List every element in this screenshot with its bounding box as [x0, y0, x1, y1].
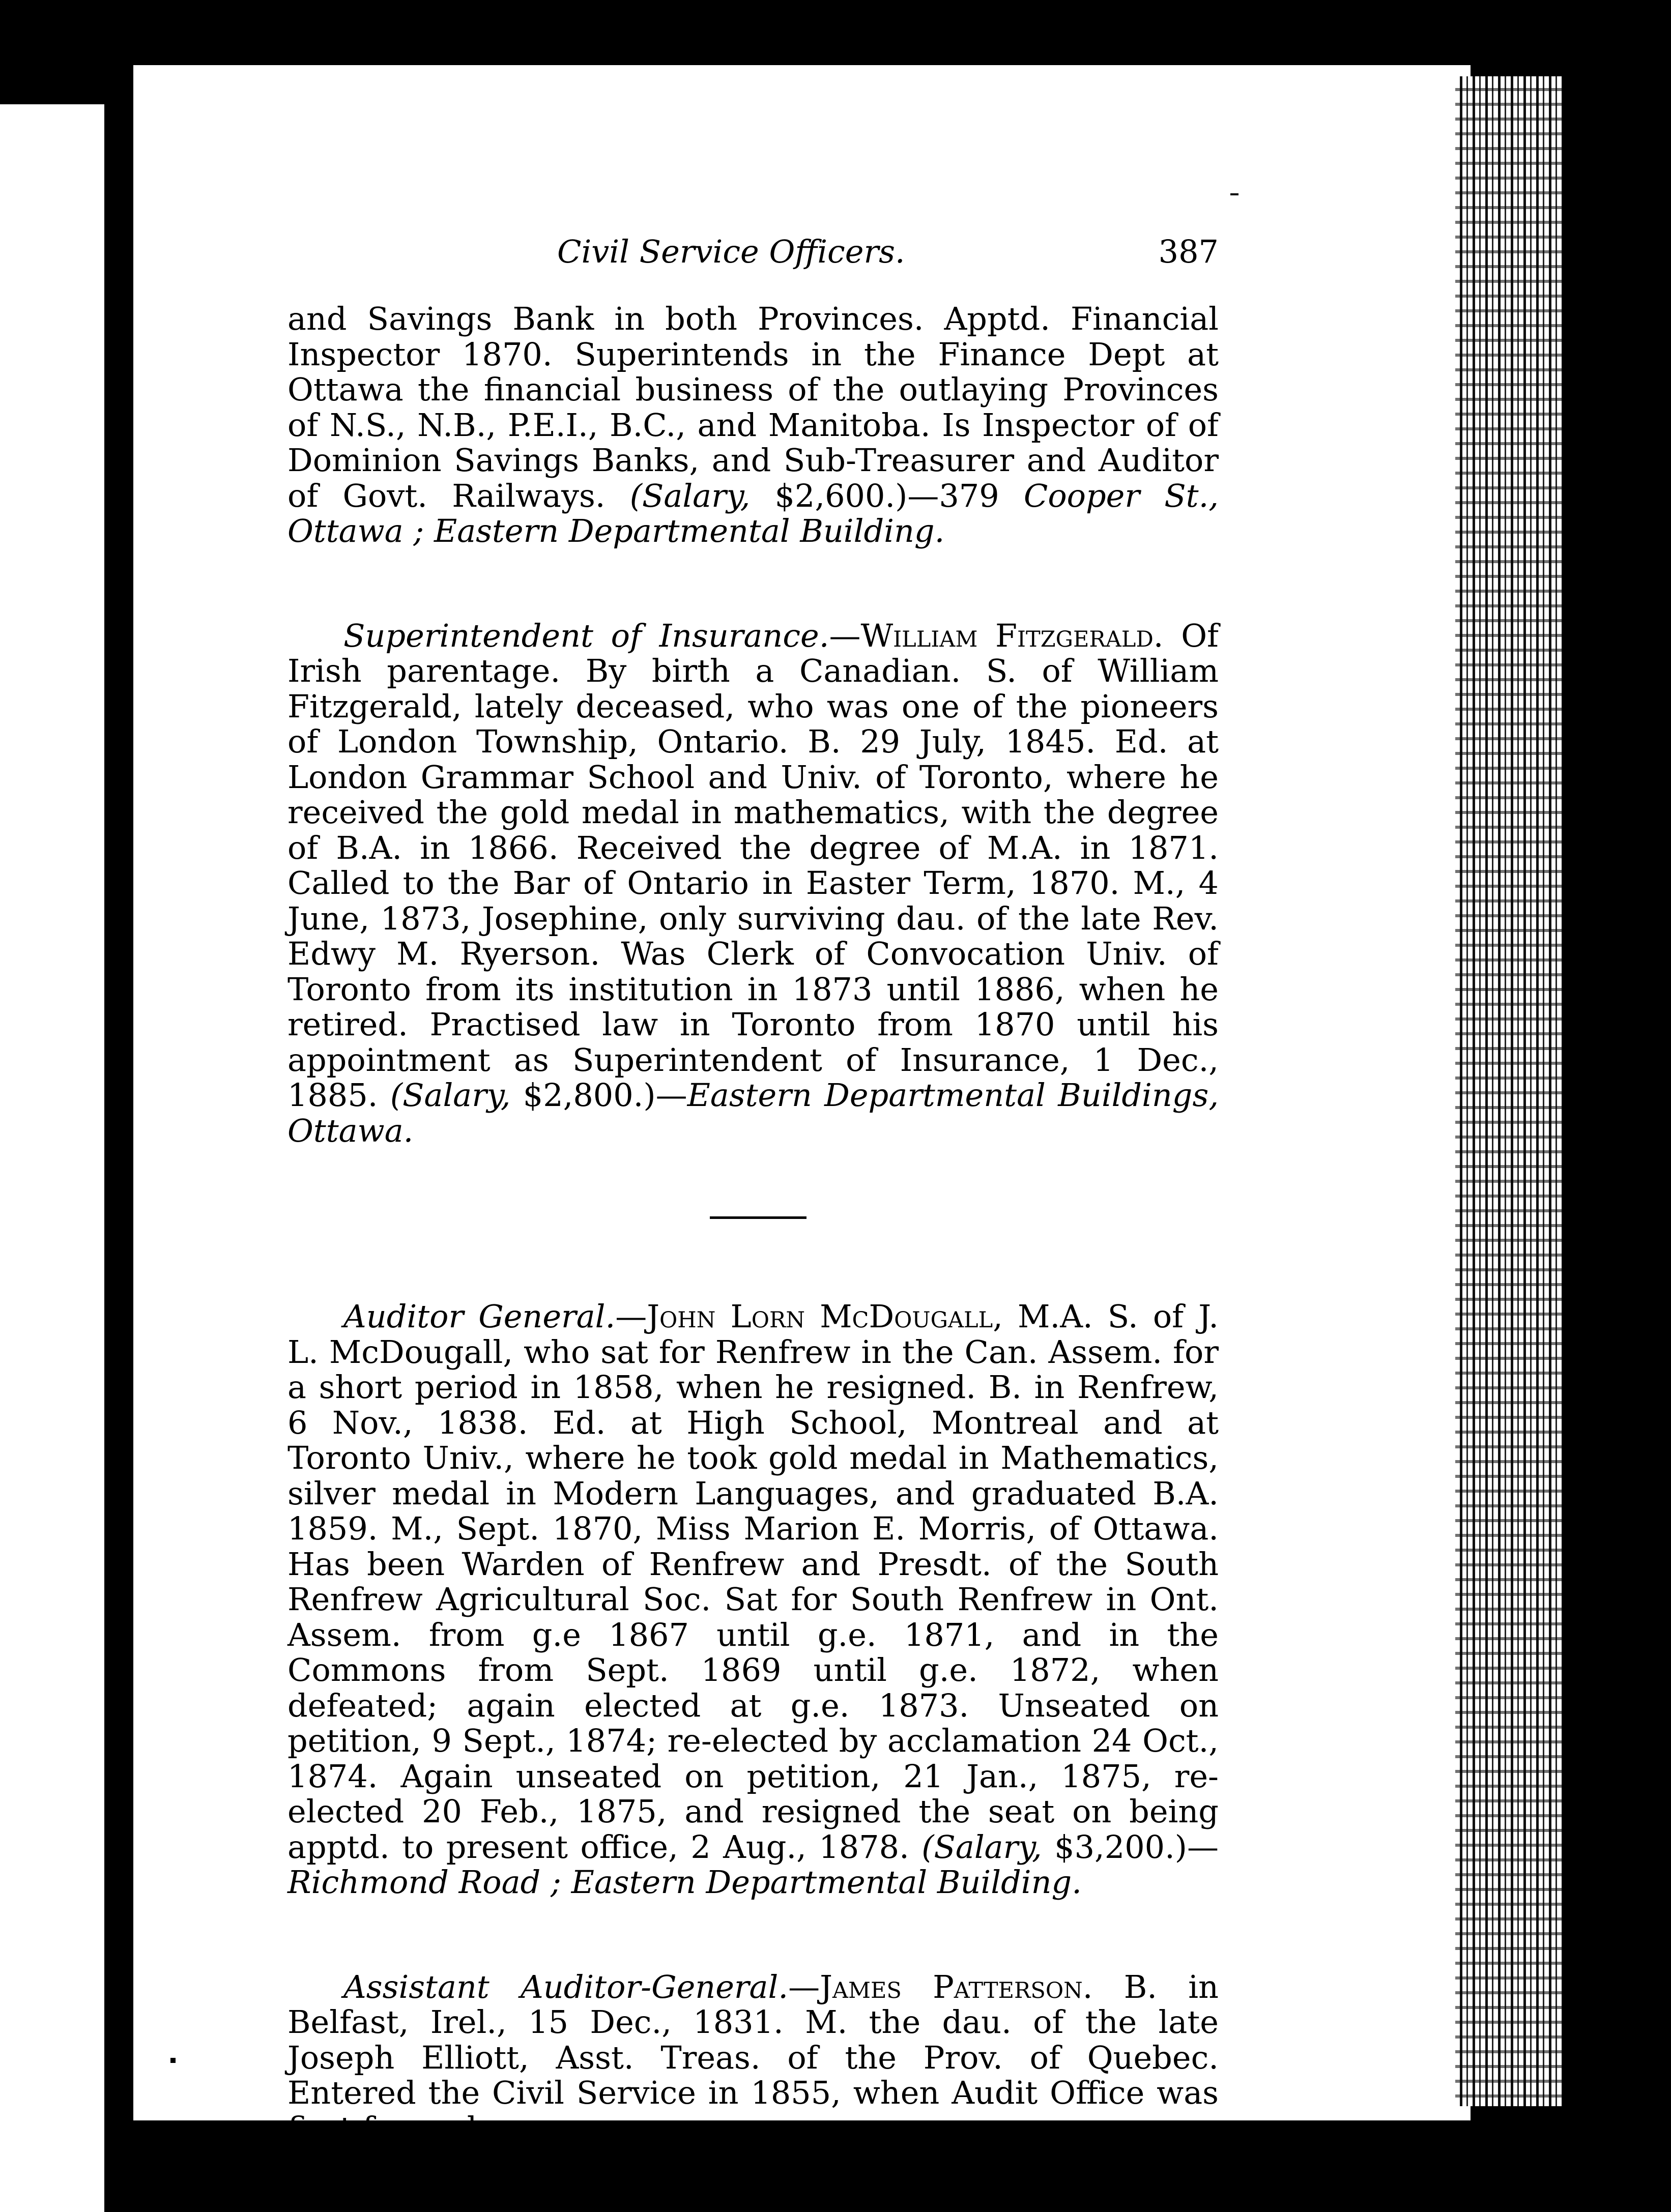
entry-superintendent-of-insurance [287, 618, 1219, 1149]
section-divider [287, 1148, 1219, 1299]
entry-salary-amount: $2,600.)—379 [750, 477, 1024, 514]
entry-auditor-general [287, 1299, 1219, 1900]
entry-text: Of Irish parentage. By birth a Canadian. S. of William Fitzgerald, lately deceased, who was one of the pioneers of London Township, Ontario. B. 29 July, 1845. Ed. at London Grammar School and Univ. of Toronto, where he received the gold medal in mathematics, with the degree of B.A. in 1866. Received the degree of M.A. in 1871. Called to the Bar of Ontario in Easter Term, 1870. M., 4 June, 1873, Josephine, only surviving dau. of the late Rev. Edwy M. Ryerson. Was Clerk of Convocation Univ. of Toronto from its institution in 1873 until 1886, when he retired. Practised law in Toronto from 1870 until his appointment as Superintendent of Insurance, 1 Dec., 1885. [287, 617, 1219, 1114]
facing-page-edge [0, 104, 104, 2212]
entry-continuation [287, 301, 1219, 549]
entry-salary-amount: $2,800.)— [510, 1076, 687, 1114]
entry-text: and Savings Bank in both Provinces. Apptd. Financial Inspector 1870. Superintends in the Finance Dept at Ottawa the financial business of the outlaying Provinces of N.S., N.B., P.E.I., B.C., and Manitoba. Is Inspector of of Dominion Savings Banks, and Sub-Treasurer and Auditor of Govt. Railways. [287, 300, 1219, 514]
page-stack-edges [1455, 76, 1562, 2106]
entry-address: Cooper St., Ottawa ; Eastern Departmental Building. [287, 477, 1219, 549]
paragraph-gap [287, 549, 1219, 618]
margin-dot [170, 2058, 176, 2063]
entry-assistant-auditor-general [287, 1969, 1219, 2146]
page-number: 387 [1158, 233, 1219, 270]
entry-name: —James Patterson. [788, 1968, 1093, 2005]
margin-mark [1230, 193, 1238, 195]
entry-office: Auditor General. [343, 1298, 616, 1335]
entry-address: Eastern Departmental Buildings, Ottawa. [287, 1076, 1219, 1149]
entry-salary-label: (Salary, [921, 1828, 1042, 1866]
running-head-title: Civil Service Officers. [557, 233, 905, 270]
entry-text: B. in Belfast, Irel., 15 Dec., 1831. M. the dau. of the late Joseph Elliott, Asst. Treas. of the Prov. of Quebec. Entered the Civil Service in 1855, when Audit Office was first formed. [287, 1968, 1219, 2147]
entry-name: —John Lorn McDougall, [615, 1298, 1003, 1335]
entry-office: Superintendent of Insurance. [343, 617, 829, 654]
entry-salary-amount: $3,200.)— [1042, 1828, 1219, 1866]
paragraph-gap [287, 1900, 1219, 1969]
running-head [287, 226, 1219, 277]
entry-salary-label: (Salary, [629, 477, 751, 514]
entry-salary-label: (Salary, [390, 1076, 511, 1114]
horizontal-rule [710, 1216, 806, 1219]
page-body [287, 301, 1219, 2146]
entry-name: —William Fitzgerald. [829, 617, 1164, 654]
entry-address: Richmond Road ; Eastern Departmental Building. [287, 1864, 1082, 1901]
entry-office: Assistant Auditor-General. [343, 1968, 789, 2005]
entry-text: M.A. S. of J. L. McDougall, who sat for Renfrew in the Can. Assem. for a short period in 1858, when he resigned. B. in Renfrew, 6 Nov., 1838. Ed. at High School, Montreal and at Toronto Univ., where he took gold medal in Mathematics, silver medal in Modern Languages, and graduated B.A. 1859. M., Sept. 1870, Miss Marion E. Morris, of Ottawa. Has been Warden of Renfrew and Presdt. of the South Renfrew Agricultural Soc. Sat for South Renfrew in Ont. Assem. from g.e 1867 until g.e. 1871, and in the Commons from Sept. 1869 until g.e. 1872, when defeated; again elected at g.e. 1873. Unseated on petition, 9 Sept., 1874; re-elected by acclamation 24 Oct., 1874. Again unseated on petition, 21 Jan., 1875, re-elected 20 Feb., 1875, and resigned the seat on being apptd. to present office, 2 Aug., 1878. [287, 1298, 1219, 1866]
